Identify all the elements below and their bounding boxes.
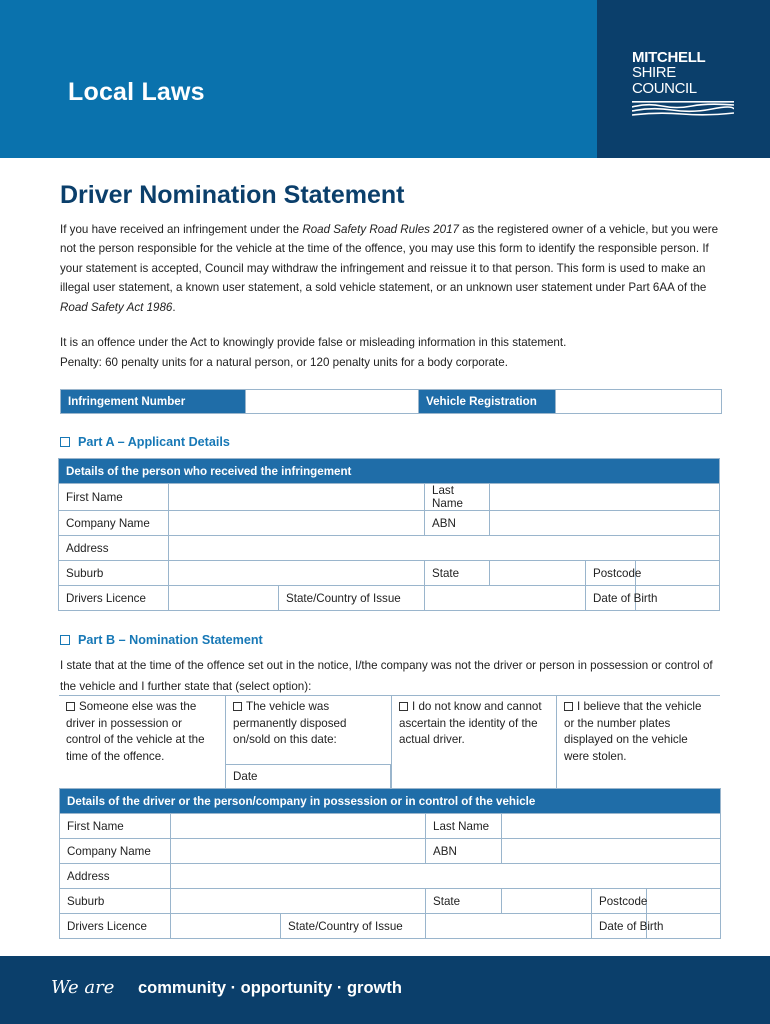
driver-state-country-field[interactable] (426, 914, 592, 939)
nomination-options (59, 695, 720, 790)
abn-label: ABN (425, 511, 490, 536)
page-title: Driver Nomination Statement (60, 181, 405, 209)
driver-company-name-field[interactable] (171, 839, 426, 864)
state-country-field[interactable] (425, 586, 586, 611)
drivers-licence-label: Drivers Licence (59, 586, 169, 611)
last-name-field[interactable] (490, 484, 720, 511)
council-logo (632, 50, 736, 117)
driver-licence-field[interactable] (171, 914, 281, 939)
postcode-field[interactable] (636, 561, 720, 586)
suburb-label: Suburb (59, 561, 169, 586)
state-label: State (425, 561, 490, 586)
driver-address-label: Address (60, 864, 171, 889)
part-b-checkbox[interactable] (60, 635, 70, 645)
driver-state-label: State (426, 889, 502, 914)
infringement-number-label: Infringement Number (61, 390, 246, 414)
address-field[interactable] (169, 536, 720, 561)
sold-date-field[interactable] (225, 764, 391, 790)
driver-state-field[interactable] (502, 889, 592, 914)
driver-last-name-field[interactable] (502, 814, 721, 839)
option-unknown-driver[interactable]: I do not know and cannot ascertain the identity of the actual driver. (391, 696, 556, 791)
state-field[interactable] (490, 561, 586, 586)
driver-postcode-field[interactable] (647, 889, 721, 914)
option-stolen[interactable]: I believe that the vehicle or the number plates displayed on the vehicle were stolen. (556, 696, 720, 791)
state-country-label: State/Country of Issue (279, 586, 425, 611)
option-checkbox[interactable] (564, 702, 573, 711)
footer-tagline: community · opportunity · growth (138, 979, 402, 997)
applicant-details-table (58, 458, 720, 611)
option-checkbox[interactable] (233, 702, 242, 711)
postcode-label: Postcode (586, 561, 636, 586)
driver-suburb-field[interactable] (171, 889, 426, 914)
last-name-label: Last Name (425, 484, 490, 511)
suburb-field[interactable] (169, 561, 425, 586)
option-vehicle-sold[interactable]: The vehicle was permanently disposed on/sold on this date: (225, 696, 391, 764)
driver-first-name-field[interactable] (171, 814, 426, 839)
driver-licence-label: Drivers Licence (60, 914, 171, 939)
option-checkbox[interactable] (66, 702, 75, 711)
driver-postcode-label: Postcode (592, 889, 647, 914)
abn-field[interactable] (490, 511, 720, 536)
driver-table-heading: Details of the driver or the person/company in possession or in control of the vehicle (60, 789, 721, 814)
part-b-heading: Part B – Nomination Statement (60, 633, 263, 647)
company-name-field[interactable] (169, 511, 425, 536)
footer-script-text: We are (51, 977, 115, 998)
logo-waves-icon (632, 101, 734, 117)
driver-last-name-label: Last Name (426, 814, 502, 839)
logo-line-1: MITCHELL (632, 49, 706, 66)
nomination-statement-text: I state that at the time of the offence set out in the notice, I/the company was not the driver or person in possession or control of the vehicle and I further state that (select option): (60, 659, 713, 693)
driver-company-name-label: Company Name (60, 839, 171, 864)
applicant-table-heading: Details of the person who received the infringement (59, 459, 720, 484)
first-name-label: First Name (59, 484, 169, 511)
driver-abn-label: ABN (426, 839, 502, 864)
dob-label: Date of Birth (586, 586, 636, 611)
driver-first-name-label: First Name (60, 814, 171, 839)
address-label: Address (59, 536, 169, 561)
intro-paragraph: If you have received an infringement under the Road Safety Road Rules 2017 as the registered owner of a vehicle, but you were not the person responsible for the vehicle at the time of the offence, you may use this form to identify the responsible person. If your statement is accepted, Council may withdraw the infringement and reissue it to that person. This form is used to make an illegal user statement, a known user statement, a sold vehicle statement, or an unknown user statement under Part 6AA of the Road Safety Act 1986. (60, 223, 719, 314)
driver-abn-field[interactable] (502, 839, 721, 864)
option-someone-else[interactable]: Someone else was the driver in possession or control of the vehicle at the time of the offence. (66, 700, 205, 763)
driver-suburb-label: Suburb (60, 889, 171, 914)
infringement-table (60, 389, 722, 414)
infringement-number-field[interactable] (246, 390, 419, 414)
driver-state-country-label: State/Country of Issue (281, 914, 426, 939)
driver-address-field[interactable] (171, 864, 721, 889)
driver-dob-label: Date of Birth (592, 914, 647, 939)
option-checkbox[interactable] (399, 702, 408, 711)
offence-warning: It is an offence under the Act to knowingly provide false or misleading information in this statement. Penalty: 60 penalty units for a natural person, or 120 penalty units for a body corporate. (60, 336, 567, 369)
vehicle-registration-label: Vehicle Registration (419, 390, 556, 414)
part-a-heading: Part A – Applicant Details (60, 435, 230, 449)
vehicle-registration-field[interactable] (556, 390, 722, 414)
logo-line-2: SHIRE COUNCIL (632, 64, 697, 97)
company-name-label: Company Name (59, 511, 169, 536)
part-a-checkbox[interactable] (60, 437, 70, 447)
driver-details-table (59, 788, 721, 939)
first-name-field[interactable] (169, 484, 425, 511)
drivers-licence-field[interactable] (169, 586, 279, 611)
header-title: Local Laws (68, 78, 205, 106)
date-label: Date (233, 770, 258, 783)
